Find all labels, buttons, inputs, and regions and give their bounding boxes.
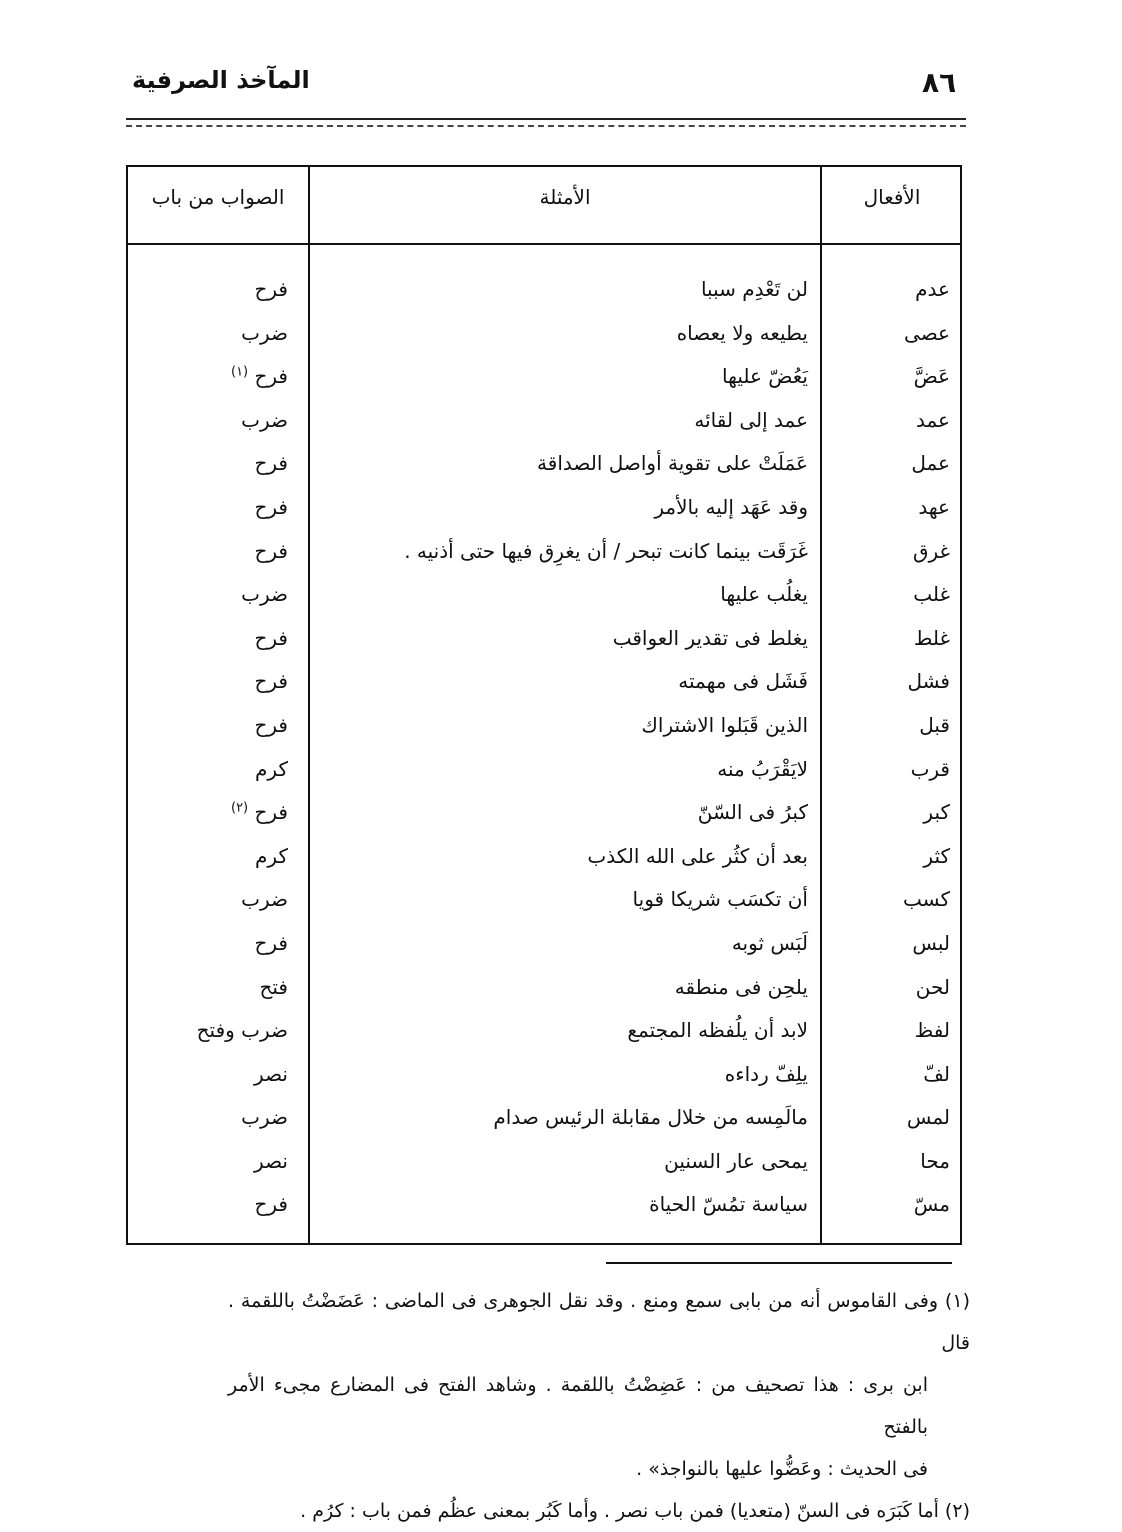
correct-pattern-cell bbox=[241, 1105, 288, 1129]
correct-pattern-text: فرح bbox=[254, 364, 288, 389]
example-cell: يطيعه ولا يعصاه bbox=[676, 320, 808, 345]
correct-pattern-cell bbox=[231, 800, 288, 824]
correct-pattern-cell bbox=[254, 713, 288, 737]
verb-cell: لحن bbox=[915, 974, 950, 999]
table-row bbox=[128, 576, 960, 620]
example-cell: بعد أن كثُر على الله الكذب bbox=[587, 843, 808, 868]
example-cell: غَرَقَت بينما كانت تبحر / أن يغرِق فيها حتى أذنيه . bbox=[404, 538, 808, 563]
correct-pattern-cell bbox=[254, 931, 288, 955]
correct-pattern-cell bbox=[241, 321, 288, 345]
verb-cell: غلب bbox=[913, 582, 950, 607]
table-row bbox=[128, 794, 960, 838]
column-header-verbs: الأفعال bbox=[863, 185, 921, 209]
correct-pattern-cell bbox=[254, 626, 288, 650]
correct-pattern-cell bbox=[254, 1192, 288, 1216]
table-row bbox=[128, 271, 960, 315]
verb-cell: محا bbox=[920, 1148, 950, 1173]
example-cell: يَعُضّ عليها bbox=[722, 364, 808, 389]
example-cell: يلحِن فى منطقه bbox=[674, 974, 808, 999]
table-row bbox=[128, 489, 960, 533]
verb-cell: عدم bbox=[915, 277, 950, 301]
page-number: ٨٦ bbox=[922, 66, 957, 99]
example-cell: لابد أن يلُفظه المجتمع bbox=[627, 1018, 808, 1043]
correct-pattern-text: فرح bbox=[254, 451, 288, 476]
footnote-1-continuation: ابن برى : هذا تصحيف من : عَضِضْتُ باللقمة . وشاهد الفتح فى المضارع مجىء الأمر بالفتح bbox=[228, 1374, 928, 1438]
table-row bbox=[128, 663, 960, 707]
correct-pattern-cell bbox=[241, 887, 288, 911]
table-row bbox=[128, 1012, 960, 1056]
correct-pattern-text: ضرب bbox=[241, 887, 288, 912]
footnote-2: (٢) أما كَبَرَه فى السنّ (متعديا) فمن باب نصر . وأما كَبُر بمعنى عظُم فمن باب : كرُم . bbox=[300, 1500, 970, 1522]
correct-pattern-cell bbox=[255, 844, 288, 868]
correct-pattern-cell bbox=[254, 1062, 288, 1086]
footnote-1: (١) وفى القاموس أنه من بابى سمع ومنع . وقد نقل الجوهرى فى الماضى : عَضَضْتُ باللقمة . قال bbox=[228, 1290, 970, 1354]
verb-cell: عمل bbox=[911, 451, 950, 476]
correct-pattern-text: فرح bbox=[254, 494, 288, 519]
example-cell: يغلط فى تقدير العواقب bbox=[612, 625, 808, 650]
correct-pattern-cell bbox=[254, 539, 288, 563]
table-row bbox=[128, 315, 960, 359]
verb-cell: كبر bbox=[923, 800, 950, 825]
table-row bbox=[128, 1099, 960, 1143]
table-row bbox=[128, 1056, 960, 1100]
correct-pattern-text: فرح bbox=[254, 538, 288, 563]
table-body bbox=[128, 271, 960, 1230]
example-cell: لايَقْرَبُ منه bbox=[717, 756, 808, 781]
table-row bbox=[128, 881, 960, 925]
verb-cell: عَضَّ bbox=[913, 364, 950, 389]
table-row bbox=[128, 1143, 960, 1187]
column-header-examples: الأمثلة bbox=[539, 185, 591, 209]
table-row bbox=[128, 1186, 960, 1230]
verb-cell: لمس bbox=[906, 1105, 950, 1130]
example-cell: فَشَل فى مهمته bbox=[678, 669, 808, 694]
correct-pattern-cell bbox=[231, 364, 288, 388]
table-row bbox=[128, 751, 960, 795]
verb-cell: فشل bbox=[907, 669, 950, 694]
correct-pattern-cell bbox=[254, 669, 288, 693]
column-header-correct: الصواب من باب bbox=[151, 185, 285, 209]
correct-pattern-cell bbox=[197, 1018, 288, 1042]
table-row bbox=[128, 925, 960, 969]
table-row bbox=[128, 445, 960, 489]
footnote-separator bbox=[606, 1262, 952, 1264]
correct-pattern-cell bbox=[255, 757, 288, 781]
correct-pattern-cell bbox=[254, 277, 288, 301]
example-cell: لن تَعْدِم سببا bbox=[700, 277, 808, 301]
correct-pattern-text: فرح bbox=[254, 625, 288, 650]
footnote-marker: (١) bbox=[230, 364, 249, 380]
example-cell: مالَمِسه من خلال مقابلة الرئيس صدام bbox=[493, 1105, 808, 1130]
example-cell: الذين قَبَلوا الاشتراك bbox=[641, 712, 808, 737]
verb-cell: غرق bbox=[912, 538, 950, 563]
verb-cell: لبس bbox=[912, 930, 950, 955]
verb-cell: قرب bbox=[910, 756, 950, 781]
example-cell: وقد عَهَد إليه بالأمر bbox=[654, 494, 808, 519]
correct-pattern-text: فتح bbox=[259, 974, 288, 999]
footnote-marker: (٢) bbox=[230, 800, 249, 816]
correct-pattern-text: ضرب bbox=[241, 407, 288, 432]
footnote-1-continuation: فى الحديث : وعَضُّوا عليها بالنواجذ» . bbox=[636, 1458, 928, 1480]
verb-cell: عهد bbox=[918, 494, 950, 519]
correct-pattern-text: ضرب وفتح bbox=[196, 1018, 288, 1043]
correct-pattern-text: نصر bbox=[254, 1148, 288, 1173]
verb-cell: قبل bbox=[919, 712, 950, 737]
table-row bbox=[128, 707, 960, 751]
verb-cell: عصى bbox=[904, 320, 950, 345]
example-cell: يلِفّ رداءه bbox=[724, 1061, 808, 1086]
running-header-title: المآخذ الصرفية bbox=[132, 66, 310, 94]
example-cell: يغلُب عليها bbox=[720, 582, 808, 607]
correct-pattern-text: ضرب bbox=[241, 1105, 288, 1130]
verbs-table bbox=[126, 165, 962, 1245]
example-cell: كبرُ فى السّنّ bbox=[697, 800, 808, 825]
correct-pattern-text: فرح bbox=[254, 1192, 288, 1217]
verb-cell: غلط bbox=[913, 625, 950, 650]
table-row bbox=[128, 533, 960, 577]
footnotes bbox=[228, 1280, 970, 1532]
header-rule bbox=[126, 118, 966, 127]
correct-pattern-text: فرح bbox=[254, 712, 288, 737]
table-row bbox=[128, 620, 960, 664]
correct-pattern-text: فرح bbox=[254, 800, 288, 825]
verb-cell: مسّ bbox=[913, 1192, 950, 1217]
correct-pattern-text: كرم bbox=[255, 756, 288, 781]
correct-pattern-cell bbox=[254, 1149, 288, 1173]
verb-cell: لفّ bbox=[923, 1061, 950, 1086]
verb-cell: كثر bbox=[923, 843, 950, 868]
correct-pattern-text: ضرب bbox=[241, 320, 288, 345]
example-cell: عَمَلَتْ على تقوية أواصل الصداقة bbox=[537, 451, 808, 476]
example-cell: عمد إلى لقائه bbox=[694, 407, 808, 432]
correct-pattern-text: فرح bbox=[254, 277, 288, 301]
example-cell: يمحى عار السنين bbox=[664, 1148, 808, 1173]
correct-pattern-text: ضرب bbox=[241, 582, 288, 607]
example-cell: لَبَس ثوبه bbox=[731, 930, 808, 955]
correct-pattern-text: فرح bbox=[254, 669, 288, 694]
verb-cell: عمد bbox=[916, 407, 950, 432]
correct-pattern-text: كرم bbox=[255, 843, 288, 868]
correct-pattern-text: نصر bbox=[254, 1061, 288, 1086]
table-row bbox=[128, 358, 960, 402]
table-row bbox=[128, 969, 960, 1013]
correct-pattern-cell bbox=[241, 582, 288, 606]
correct-pattern-cell bbox=[254, 451, 288, 475]
verb-cell: لفظ bbox=[914, 1018, 950, 1043]
header-row-divider bbox=[128, 243, 960, 245]
correct-pattern-cell bbox=[259, 975, 288, 999]
verb-cell: كسب bbox=[902, 887, 950, 912]
table-row bbox=[128, 402, 960, 446]
example-cell: أن تكسَب شريكا قويا bbox=[632, 887, 808, 912]
table-row bbox=[128, 838, 960, 882]
correct-pattern-cell bbox=[254, 495, 288, 519]
correct-pattern-cell bbox=[241, 408, 288, 432]
correct-pattern-text: فرح bbox=[254, 930, 288, 955]
example-cell: سياسة تمُسّ الحياة bbox=[649, 1192, 808, 1217]
